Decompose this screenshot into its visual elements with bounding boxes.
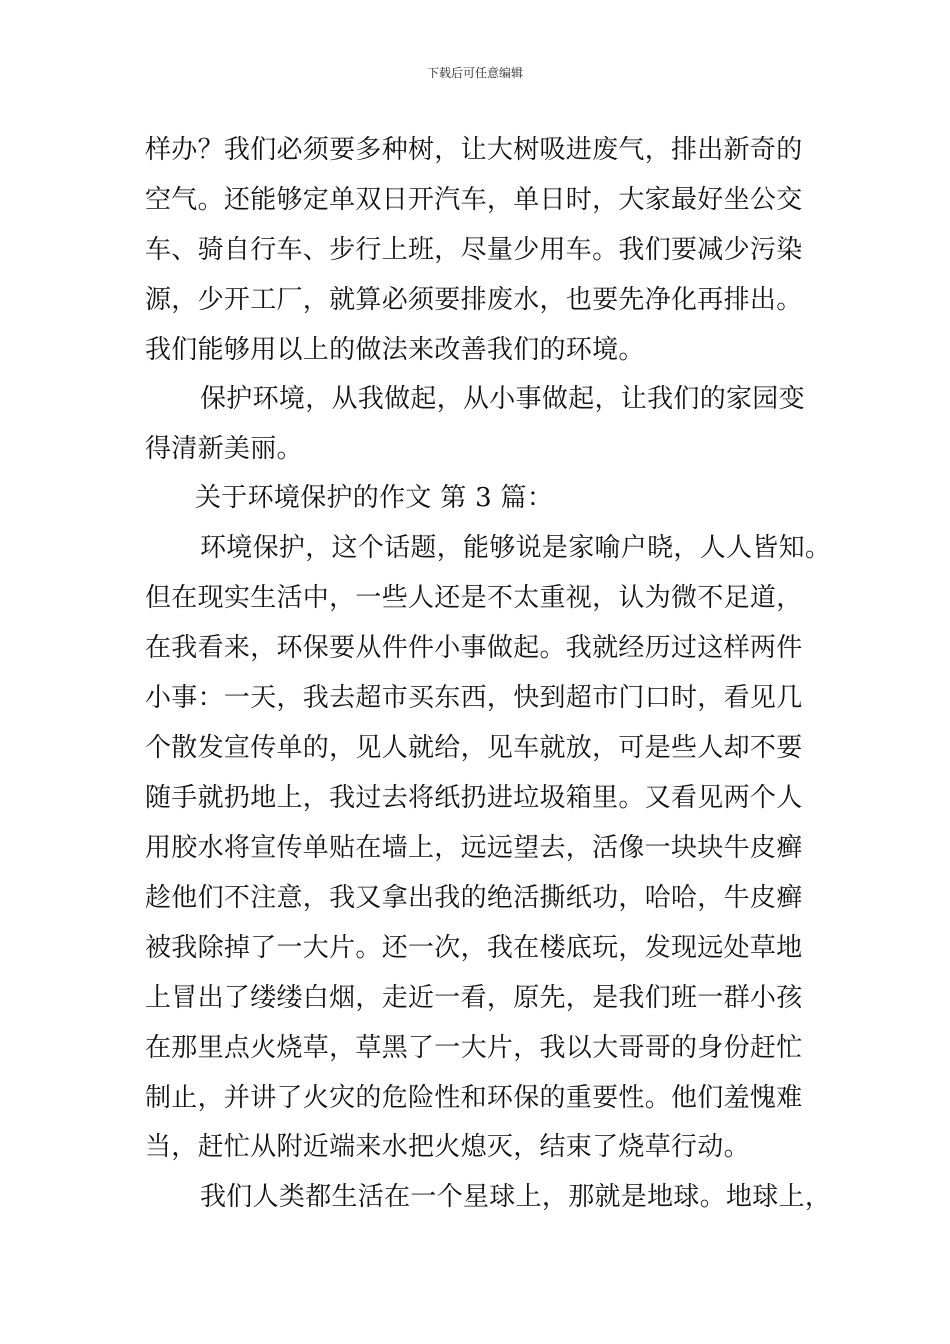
text-line: 空气。还能够定单双日开汽车，单日时，大家最好坐公交: [145, 185, 803, 215]
text-line: 得清新美丽。: [145, 434, 303, 464]
text-line: 车、骑自行车、步行上班，尽量少用车。我们要减少污染: [145, 235, 803, 265]
text-line: 在我看来，环保要从件件小事做起。我就经历过这样两件: [145, 633, 803, 663]
text-line: 但在现实生活中，一些人还是不太重视，认为微不足道，: [145, 583, 803, 613]
text-line: 上冒出了缕缕白烟，走近一看，原先，是我们班一群小孩: [145, 983, 803, 1013]
page-header-note: 下载后可任意编辑: [426, 66, 523, 80]
text-line: 随手就扔地上，我过去将纸扔进垃圾箱里。又看见两个人: [145, 783, 803, 813]
text-line: 趁他们不注意，我又拿出我的绝活撕纸功，哈哈，牛皮癣: [145, 883, 803, 913]
text-line: 被我除掉了一大片。还一次，我在楼底玩，发现远处草地: [145, 933, 803, 963]
text-line: 用胶水将宣传单贴在墙上，远远望去，活像一块块牛皮癣: [145, 833, 803, 863]
text-line: 我们能够用以上的做法来改善我们的环境。: [145, 335, 645, 365]
paragraph-first-line: 我们人类都生活在一个星球上，那就是地球。地球上，: [200, 1182, 832, 1212]
text-line: 个散发宣传单的，见人就给，见车就放，可是些人却不要: [145, 733, 803, 763]
text-line: 小事：一天，我去超市买东西，快到超市门口时，看见几: [145, 683, 803, 713]
text-line: 样办？我们必须要多种树，让大树吸进废气，排出新奇的: [145, 135, 803, 165]
text-line: 制止，并讲了火灾的危险性和环保的重要性。他们羞愧难: [145, 1083, 803, 1113]
text-line: 在那里点火烧草，草黑了一大片，我以大哥哥的身份赶忙: [145, 1033, 803, 1063]
text-line: 源，少开工厂，就算必须要排废水，也要先净化再排出。: [145, 285, 803, 315]
section-heading: 关于环境保护的作文 第 3 篇：: [195, 483, 554, 513]
paragraph-first-line: 环境保护，这个话题，能够说是家喻户晓，人人皆知。: [200, 533, 832, 563]
text-line: 当，赶忙从附近端来水把火熄灭，结束了烧草行动。: [145, 1132, 750, 1162]
paragraph-first-line: 保护环境，从我做起，从小事做起，让我们的家园变: [200, 384, 805, 414]
